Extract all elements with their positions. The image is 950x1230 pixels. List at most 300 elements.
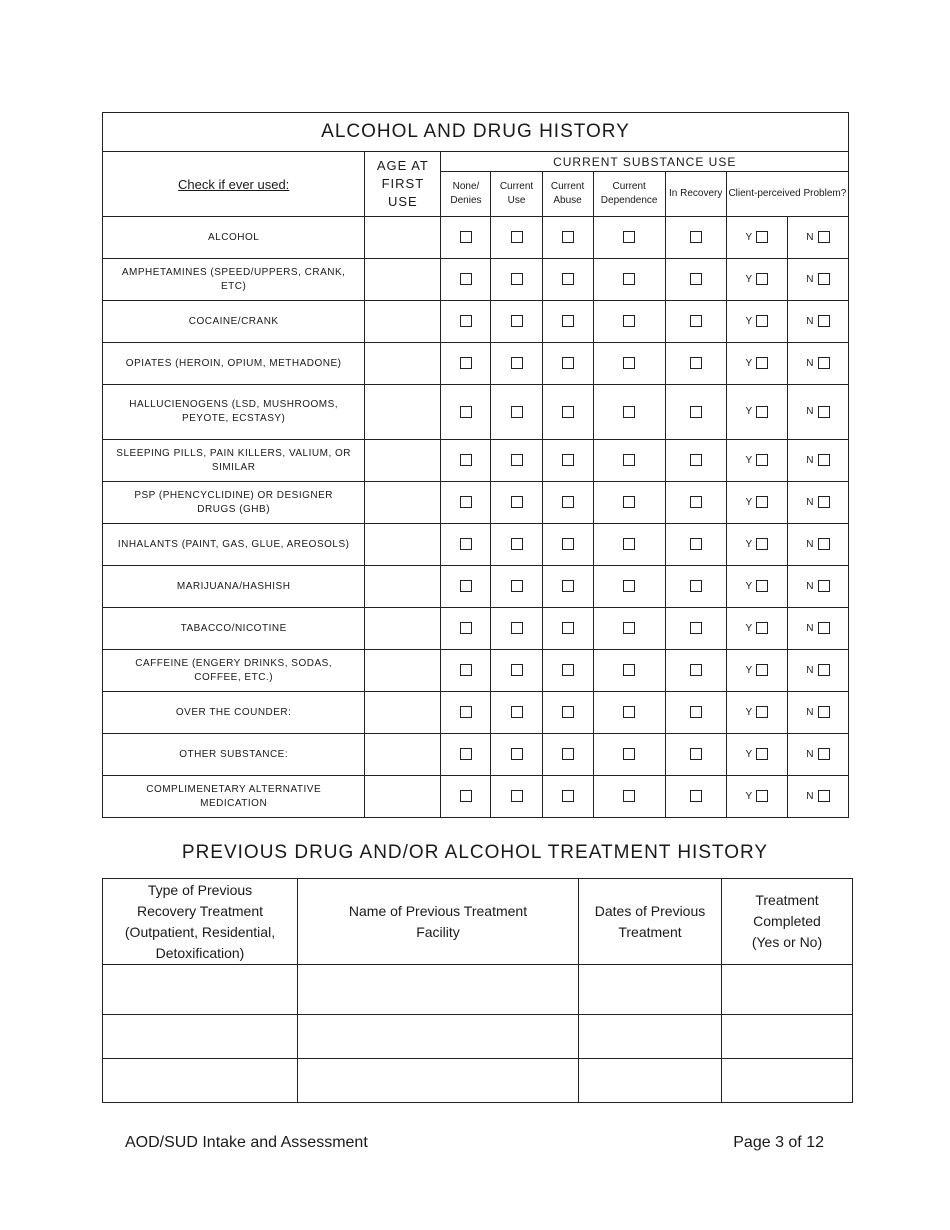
problem-no-label: N [806, 706, 814, 718]
col-current-abuse: Current Abuse [542, 172, 593, 217]
problem-yes-checkbox[interactable] [756, 790, 768, 802]
problem-no-cell [787, 692, 848, 734]
age-first-use-field[interactable] [365, 301, 441, 343]
current-dependence-cell [593, 259, 665, 301]
current-dependence-checkbox[interactable] [623, 580, 635, 592]
in-recovery-cell [665, 734, 726, 776]
problem-yes-checkbox[interactable] [756, 315, 768, 327]
problem-yes-cell [726, 692, 787, 734]
problem-yes-checkbox[interactable] [756, 664, 768, 676]
current-dependence-cell [593, 524, 665, 566]
problem-no-checkbox[interactable] [818, 622, 830, 634]
current-use-cell [491, 482, 542, 524]
in-recovery-cell [665, 482, 726, 524]
in-recovery-cell [665, 343, 726, 385]
current-abuse-cell [542, 301, 593, 343]
current-abuse-checkbox[interactable] [562, 748, 574, 760]
problem-no-label: N [806, 315, 814, 327]
problem-yes-checkbox[interactable] [756, 748, 768, 760]
in-recovery-checkbox[interactable] [690, 454, 702, 466]
col-current-use: Current Use [491, 172, 542, 217]
problem-no-label: N [806, 357, 814, 369]
current-abuse-cell [542, 343, 593, 385]
in-recovery-checkbox[interactable] [690, 790, 702, 802]
problem-yes-label: Y [745, 315, 753, 327]
none-denies-checkbox[interactable] [460, 622, 472, 634]
current-abuse-cell [542, 566, 593, 608]
in-recovery-checkbox[interactable] [690, 706, 702, 718]
problem-no-checkbox[interactable] [818, 664, 830, 676]
current-use-checkbox[interactable] [511, 706, 523, 718]
problem-yes-checkbox[interactable] [756, 357, 768, 369]
treatment-row [103, 1059, 853, 1103]
current-dependence-cell [593, 343, 665, 385]
current-use-cell [491, 217, 542, 259]
none-denies-checkbox[interactable] [460, 790, 472, 802]
current-abuse-checkbox[interactable] [562, 580, 574, 592]
treatment-completed-field[interactable] [722, 1059, 853, 1103]
substance-row [103, 482, 849, 524]
substance-name: HALLUCIENOGENS (LSD, MUSHROOMS, PEYOTE, ECSTASY) [103, 385, 365, 440]
age-first-use-field[interactable] [365, 608, 441, 650]
substance-name: ALCOHOL [103, 217, 365, 259]
current-use-checkbox[interactable] [511, 315, 523, 327]
current-abuse-checkbox[interactable] [562, 231, 574, 243]
problem-yes-checkbox[interactable] [756, 706, 768, 718]
header-treatment-type: Type of Previous Recovery Treatment (Outpatient, Residential, Detoxification) [103, 879, 298, 965]
in-recovery-checkbox[interactable] [690, 231, 702, 243]
current-dependence-checkbox[interactable] [623, 748, 635, 760]
alcohol-drug-history-table [102, 112, 849, 818]
problem-no-checkbox[interactable] [818, 748, 830, 760]
current-substance-use-header: CURRENT SUBSTANCE USE [441, 152, 849, 172]
substance-row [103, 301, 849, 343]
problem-no-label: N [806, 496, 814, 508]
treatment-history-title: PREVIOUS DRUG AND/OR ALCOHOL TREATMENT HISTORY [181, 842, 769, 863]
problem-no-cell [787, 776, 848, 818]
in-recovery-cell [665, 440, 726, 482]
problem-yes-cell [726, 482, 787, 524]
problem-yes-checkbox[interactable] [756, 580, 768, 592]
current-dependence-checkbox[interactable] [623, 406, 635, 418]
problem-yes-label: Y [745, 406, 753, 418]
current-dependence-cell [593, 734, 665, 776]
col-in-recovery: In Recovery [665, 172, 726, 217]
problem-no-cell [787, 734, 848, 776]
current-abuse-checkbox[interactable] [562, 406, 574, 418]
in-recovery-checkbox[interactable] [690, 538, 702, 550]
current-use-cell [491, 440, 542, 482]
substance-row [103, 217, 849, 259]
age-first-use-field[interactable] [365, 566, 441, 608]
in-recovery-checkbox[interactable] [690, 273, 702, 285]
col-none-denies: None/ Denies [441, 172, 491, 217]
current-dependence-cell [593, 301, 665, 343]
current-dependence-checkbox[interactable] [623, 454, 635, 466]
problem-no-cell [787, 440, 848, 482]
problem-no-label: N [806, 273, 814, 285]
none-denies-cell [441, 482, 491, 524]
substance-name: INHALANTS (PAINT, GAS, GLUE, AREOSOLS) [103, 524, 365, 566]
problem-no-cell [787, 301, 848, 343]
current-use-checkbox[interactable] [511, 496, 523, 508]
none-denies-cell [441, 259, 491, 301]
current-dependence-checkbox[interactable] [623, 496, 635, 508]
in-recovery-cell [665, 259, 726, 301]
treatment-completed-field[interactable] [722, 1015, 853, 1059]
current-use-checkbox[interactable] [511, 406, 523, 418]
current-use-checkbox[interactable] [511, 454, 523, 466]
current-abuse-checkbox[interactable] [562, 315, 574, 327]
substance-name: COCAINE/CRANK [103, 301, 365, 343]
substance-row [103, 692, 849, 734]
problem-yes-cell [726, 524, 787, 566]
current-abuse-checkbox[interactable] [562, 622, 574, 634]
problem-yes-checkbox[interactable] [756, 231, 768, 243]
in-recovery-checkbox[interactable] [690, 622, 702, 634]
in-recovery-checkbox[interactable] [690, 664, 702, 676]
current-use-cell [491, 734, 542, 776]
problem-no-cell [787, 482, 848, 524]
none-denies-cell [441, 440, 491, 482]
current-dependence-cell [593, 608, 665, 650]
none-denies-cell [441, 734, 491, 776]
problem-yes-cell [726, 650, 787, 692]
current-dependence-cell [593, 776, 665, 818]
problem-yes-checkbox[interactable] [756, 273, 768, 285]
problem-no-cell [787, 524, 848, 566]
problem-yes-checkbox[interactable] [756, 538, 768, 550]
current-use-cell [491, 259, 542, 301]
treatment-completed-field[interactable] [722, 965, 853, 1015]
none-denies-checkbox[interactable] [460, 231, 472, 243]
current-dependence-cell [593, 217, 665, 259]
problem-no-checkbox[interactable] [818, 315, 830, 327]
substance-name: OVER THE COUNDER: [103, 692, 365, 734]
current-dependence-checkbox[interactable] [623, 790, 635, 802]
problem-yes-cell [726, 734, 787, 776]
problem-yes-cell [726, 217, 787, 259]
problem-no-cell [787, 650, 848, 692]
treatment-history-table [102, 878, 853, 1103]
problem-no-label: N [806, 538, 814, 550]
problem-no-cell [787, 385, 848, 440]
substance-name: OTHER SUBSTANCE: [103, 734, 365, 776]
current-abuse-cell [542, 650, 593, 692]
current-abuse-checkbox[interactable] [562, 664, 574, 676]
problem-no-cell [787, 566, 848, 608]
current-abuse-checkbox[interactable] [562, 273, 574, 285]
current-use-cell [491, 692, 542, 734]
facility-name-field[interactable] [298, 1059, 579, 1103]
substance-name: AMPHETAMINES (SPEED/UPPERS, CRANK, ETC) [103, 259, 365, 301]
current-abuse-checkbox[interactable] [562, 790, 574, 802]
age-first-use-field[interactable] [365, 482, 441, 524]
substance-row [103, 524, 849, 566]
none-denies-checkbox[interactable] [460, 273, 472, 285]
problem-yes-checkbox[interactable] [756, 406, 768, 418]
header-treatment-dates: Dates of Previous Treatment [579, 879, 722, 965]
current-abuse-checkbox[interactable] [562, 496, 574, 508]
current-abuse-checkbox[interactable] [562, 454, 574, 466]
none-denies-checkbox[interactable] [460, 315, 472, 327]
age-first-use-field[interactable] [365, 692, 441, 734]
current-dependence-cell [593, 440, 665, 482]
footer-document-title: AOD/SUD Intake and Assessment [125, 1134, 368, 1151]
current-use-checkbox[interactable] [511, 790, 523, 802]
none-denies-checkbox[interactable] [460, 664, 472, 676]
problem-yes-label: Y [745, 664, 753, 676]
none-denies-cell [441, 217, 491, 259]
current-use-checkbox[interactable] [511, 357, 523, 369]
none-denies-checkbox[interactable] [460, 357, 472, 369]
none-denies-cell [441, 301, 491, 343]
substance-name: MARIJUANA/HASHISH [103, 566, 365, 608]
problem-yes-label: Y [745, 231, 753, 243]
in-recovery-checkbox[interactable] [690, 580, 702, 592]
treatment-type-field[interactable] [103, 1059, 298, 1103]
treatment-type-field[interactable] [103, 965, 298, 1015]
none-denies-cell [441, 692, 491, 734]
none-denies-checkbox[interactable] [460, 454, 472, 466]
current-dependence-checkbox[interactable] [623, 664, 635, 676]
facility-name-field[interactable] [298, 1015, 579, 1059]
in-recovery-cell [665, 650, 726, 692]
substance-row [103, 440, 849, 482]
problem-no-label: N [806, 748, 814, 760]
problem-yes-label: Y [745, 538, 753, 550]
substance-row [103, 776, 849, 818]
current-abuse-cell [542, 734, 593, 776]
in-recovery-checkbox[interactable] [690, 748, 702, 760]
check-if-ever-used-header: Check if ever used: [103, 152, 365, 217]
in-recovery-cell [665, 217, 726, 259]
substance-row [103, 343, 849, 385]
problem-yes-cell [726, 301, 787, 343]
age-first-use-field[interactable] [365, 440, 441, 482]
problem-no-label: N [806, 406, 814, 418]
substance-row [103, 734, 849, 776]
current-abuse-cell [542, 385, 593, 440]
current-dependence-checkbox[interactable] [623, 315, 635, 327]
current-use-checkbox[interactable] [511, 580, 523, 592]
treatment-dates-field[interactable] [579, 965, 722, 1015]
current-use-cell [491, 776, 542, 818]
in-recovery-checkbox[interactable] [690, 496, 702, 508]
problem-yes-label: Y [745, 580, 753, 592]
in-recovery-cell [665, 692, 726, 734]
problem-yes-label: Y [745, 706, 753, 718]
current-use-checkbox[interactable] [511, 538, 523, 550]
problem-yes-label: Y [745, 273, 753, 285]
problem-yes-label: Y [745, 790, 753, 802]
current-use-checkbox[interactable] [511, 231, 523, 243]
current-use-cell [491, 524, 542, 566]
none-denies-checkbox[interactable] [460, 580, 472, 592]
problem-no-checkbox[interactable] [818, 538, 830, 550]
problem-no-label: N [806, 664, 814, 676]
in-recovery-cell [665, 301, 726, 343]
in-recovery-cell [665, 524, 726, 566]
in-recovery-checkbox[interactable] [690, 315, 702, 327]
problem-no-label: N [806, 790, 814, 802]
current-dependence-checkbox[interactable] [623, 273, 635, 285]
current-dependence-checkbox[interactable] [623, 706, 635, 718]
current-dependence-checkbox[interactable] [623, 538, 635, 550]
treatment-type-field[interactable] [103, 1015, 298, 1059]
none-denies-checkbox[interactable] [460, 496, 472, 508]
age-first-use-field[interactable] [365, 524, 441, 566]
age-first-use-field[interactable] [365, 650, 441, 692]
substance-name: OPIATES (HEROIN, OPIUM, METHADONE) [103, 343, 365, 385]
problem-no-checkbox[interactable] [818, 580, 830, 592]
current-use-cell [491, 301, 542, 343]
problem-yes-cell [726, 608, 787, 650]
problem-no-cell [787, 608, 848, 650]
treatment-row [103, 965, 853, 1015]
current-abuse-checkbox[interactable] [562, 538, 574, 550]
problem-no-cell [787, 343, 848, 385]
problem-no-checkbox[interactable] [818, 273, 830, 285]
current-use-checkbox[interactable] [511, 622, 523, 634]
problem-no-checkbox[interactable] [818, 790, 830, 802]
none-denies-cell [441, 566, 491, 608]
problem-yes-label: Y [745, 748, 753, 760]
current-abuse-cell [542, 524, 593, 566]
problem-no-label: N [806, 580, 814, 592]
age-first-use-field[interactable] [365, 385, 441, 440]
problem-yes-cell [726, 259, 787, 301]
problem-yes-cell [726, 385, 787, 440]
problem-no-label: N [806, 454, 814, 466]
in-recovery-cell [665, 385, 726, 440]
none-denies-checkbox[interactable] [460, 748, 472, 760]
substance-name: SLEEPING PILLS, PAIN KILLERS, VALIUM, OR SIMILAR [103, 440, 365, 482]
substance-name: COMPLIMENETARY ALTERNATIVE MEDICATION [103, 776, 365, 818]
current-use-cell [491, 608, 542, 650]
problem-no-checkbox[interactable] [818, 454, 830, 466]
current-abuse-cell [542, 217, 593, 259]
current-dependence-checkbox[interactable] [623, 231, 635, 243]
age-at-first-use-header: AGE AT FIRST USE [365, 152, 441, 217]
current-use-checkbox[interactable] [511, 273, 523, 285]
current-abuse-checkbox[interactable] [562, 706, 574, 718]
current-use-checkbox[interactable] [511, 748, 523, 760]
in-recovery-cell [665, 608, 726, 650]
in-recovery-checkbox[interactable] [690, 406, 702, 418]
problem-yes-label: Y [745, 496, 753, 508]
current-dependence-cell [593, 650, 665, 692]
current-dependence-checkbox[interactable] [623, 357, 635, 369]
facility-name-field[interactable] [298, 965, 579, 1015]
current-use-cell [491, 343, 542, 385]
substance-name: PSP (PHENCYCLIDINE) OR DESIGNER DRUGS (GHB) [103, 482, 365, 524]
substance-row [103, 259, 849, 301]
header-facility-name: Name of Previous Treatment Facility [298, 879, 579, 965]
current-use-checkbox[interactable] [511, 664, 523, 676]
problem-yes-label: Y [745, 622, 753, 634]
in-recovery-cell [665, 776, 726, 818]
current-dependence-cell [593, 566, 665, 608]
none-denies-checkbox[interactable] [460, 406, 472, 418]
none-denies-cell [441, 650, 491, 692]
age-first-use-field[interactable] [365, 343, 441, 385]
problem-yes-checkbox[interactable] [756, 454, 768, 466]
problem-no-checkbox[interactable] [818, 496, 830, 508]
problem-yes-cell [726, 566, 787, 608]
treatment-dates-field[interactable] [579, 1059, 722, 1103]
header-treatment-completed: Treatment Completed (Yes or No) [722, 879, 853, 965]
current-abuse-cell [542, 440, 593, 482]
current-dependence-cell [593, 692, 665, 734]
age-first-use-field[interactable] [365, 776, 441, 818]
current-use-cell [491, 566, 542, 608]
problem-no-checkbox[interactable] [818, 706, 830, 718]
substance-name: CAFFEINE (ENGERY DRINKS, SODAS, COFFEE, ETC.) [103, 650, 365, 692]
problem-no-cell [787, 217, 848, 259]
problem-no-label: N [806, 231, 814, 243]
substance-row [103, 566, 849, 608]
problem-no-checkbox[interactable] [818, 357, 830, 369]
substance-row [103, 608, 849, 650]
current-abuse-cell [542, 482, 593, 524]
substance-name: TABACCO/NICOTINE [103, 608, 365, 650]
current-abuse-cell [542, 608, 593, 650]
substance-row [103, 650, 849, 692]
footer-page-number: Page 3 of 12 [733, 1134, 824, 1151]
problem-no-checkbox[interactable] [818, 231, 830, 243]
problem-no-label: N [806, 622, 814, 634]
problem-yes-checkbox[interactable] [756, 622, 768, 634]
none-denies-cell [441, 385, 491, 440]
current-dependence-cell [593, 385, 665, 440]
problem-yes-cell [726, 776, 787, 818]
problem-no-checkbox[interactable] [818, 406, 830, 418]
problem-no-cell [787, 259, 848, 301]
history-title: ALCOHOL AND DRUG HISTORY [103, 113, 849, 152]
problem-yes-cell [726, 440, 787, 482]
age-first-use-field[interactable] [365, 217, 441, 259]
current-use-cell [491, 385, 542, 440]
current-abuse-cell [542, 776, 593, 818]
none-denies-cell [441, 524, 491, 566]
age-first-use-field[interactable] [365, 734, 441, 776]
none-denies-cell [441, 776, 491, 818]
current-dependence-cell [593, 482, 665, 524]
in-recovery-cell [665, 566, 726, 608]
current-dependence-checkbox[interactable] [623, 622, 635, 634]
problem-yes-label: Y [745, 357, 753, 369]
none-denies-cell [441, 608, 491, 650]
treatment-row [103, 1015, 853, 1059]
col-current-dependence: Current Dependence [593, 172, 665, 217]
problem-yes-checkbox[interactable] [756, 496, 768, 508]
none-denies-checkbox[interactable] [460, 706, 472, 718]
in-recovery-checkbox[interactable] [690, 357, 702, 369]
treatment-dates-field[interactable] [579, 1015, 722, 1059]
problem-yes-cell [726, 343, 787, 385]
none-denies-cell [441, 343, 491, 385]
current-abuse-cell [542, 259, 593, 301]
current-use-cell [491, 650, 542, 692]
current-abuse-cell [542, 692, 593, 734]
none-denies-checkbox[interactable] [460, 538, 472, 550]
problem-yes-label: Y [745, 454, 753, 466]
age-first-use-field[interactable] [365, 259, 441, 301]
substance-row [103, 385, 849, 440]
current-abuse-checkbox[interactable] [562, 357, 574, 369]
col-client-perceived-problem: Client-perceived Problem? [726, 172, 848, 217]
